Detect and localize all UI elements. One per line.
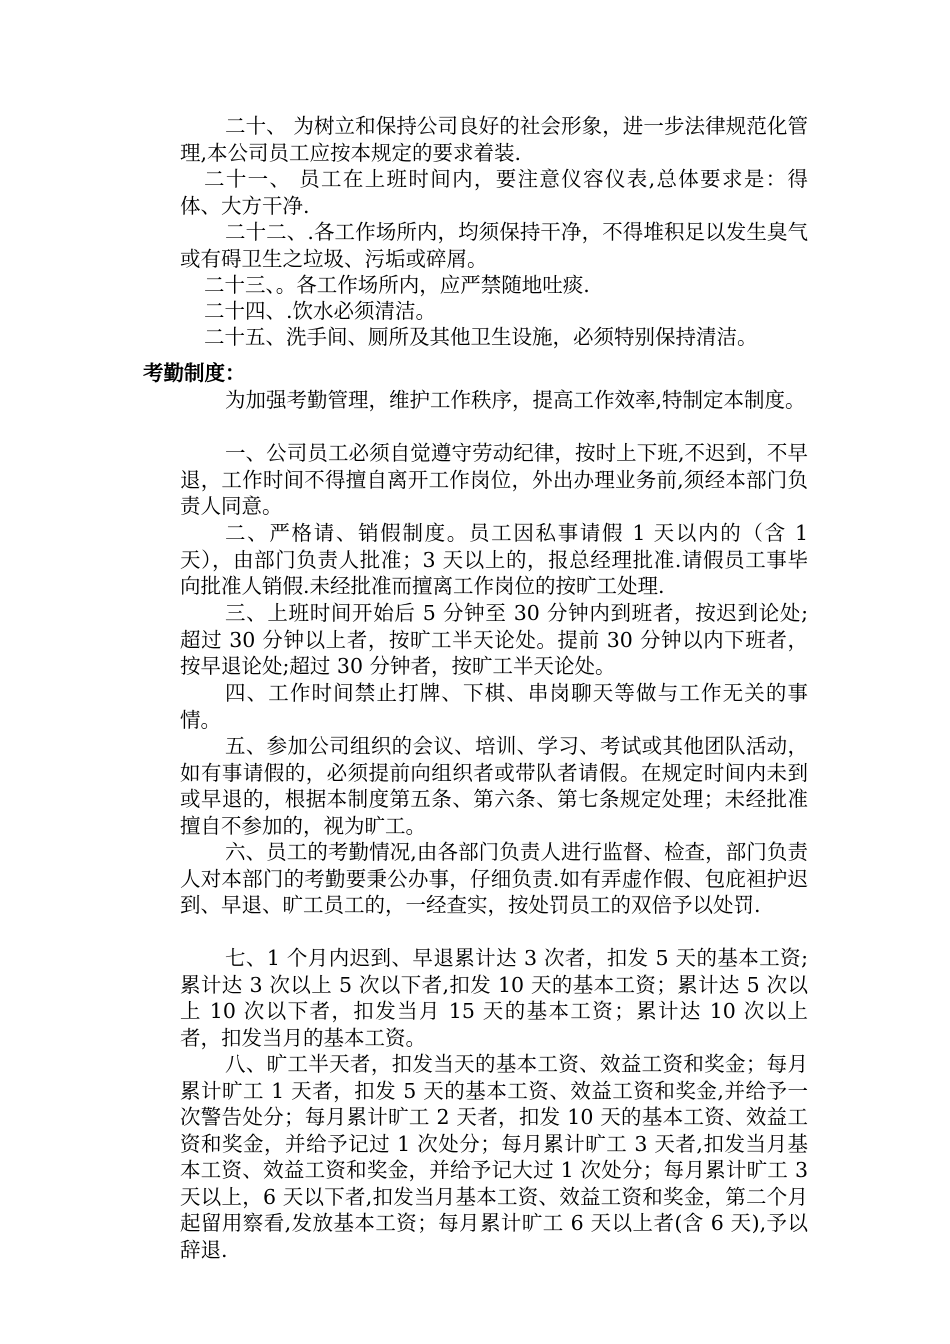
- paragraph-22: 二十二、.各工作场所内，均须保持干净，不得堆积足以发生臭气或有碍卫生之垃圾、污垢或碎屑。: [180, 220, 808, 271]
- paragraph-25: 二十五、洗手间、厕所及其他卫生设施，必须特别保持清洁。: [204, 325, 758, 349]
- attendance-rule-4: 四、工作时间禁止打牌、下棋、串岗聊天等做与工作无关的事情。: [180, 681, 808, 732]
- attendance-rule-1: 一、公司员工必须自觉遵守劳动纪律，按时上下班,不迟到，不早退，工作时间不得擅自离开工作岗位，外出办理业务前,须经本部门负责人同意。: [180, 441, 808, 518]
- paragraph-23: 二十三、。各工作场所内，应严禁随地吐痰.: [204, 273, 590, 297]
- attendance-rule-7: 七、1 个月内迟到、早退累计达 3 次者，扣发 5 天的基本工资;累计达 3 次以上 5 次以下者,扣发 10 天的基本工资；累计达 5 次以上 10 次以下者，扣发当月 15 天的基本工资；累计达 10 次以上者，扣发当月的基本工资。: [180, 946, 808, 1050]
- attendance-rule-3: 三、上班时间开始后 5 分钟至 30 分钟内到班者，按迟到论处;超过 30 分钟以上者，按旷工半天论处。提前 30 分钟以内下班者，按早退论处;超过 30 分钟者，按旷工半天论处。: [180, 601, 808, 678]
- paragraph-24: 二十四、.饮水必须清洁。: [204, 299, 437, 323]
- paragraph-21: 二十一、 员工在上班时间内，要注意仪容仪表,总体要求是：得体、大方干净.: [180, 167, 808, 218]
- attendance-rule-6: 六、员工的考勤情况,由各部门负责人进行监督、检查，部门负责人对本部门的考勤要秉公办事，仔细负责.如有弄虚作假、包庇袒护迟到、早退、旷工员工的，一经查实，按处罚员工的双倍予以处罚.: [180, 840, 808, 917]
- attendance-intro: 为加强考勤管理，维护工作秩序，提高工作效率,特制定本制度。: [225, 388, 806, 412]
- attendance-rule-5: 五、参加公司组织的会议、培训、学习、考试或其他团队活动，如有事请假的，必须提前向组织者或带队者请假。在规定时间内未到或早退的，根据本制度第五条、第六条、第七条规定处理；未经批准擅自不参加的，视为旷工。: [180, 734, 808, 838]
- section-heading-attendance: 考勤制度：: [143, 361, 246, 385]
- paragraph-20: 二十、 为树立和保持公司良好的社会形象，进一步法律规范化管理,本公司员工应按本规定的要求着装.: [180, 114, 808, 165]
- attendance-rule-8: 八、旷工半天者，扣发当天的基本工资、效益工资和奖金；每月累计旷工 1 天者，扣发 5 天的基本工资、效益工资和奖金,并给予一次警告处分；每月累计旷工 2 天者，扣发 10 天的基本工资、效益工资和奖金，并给予记过 1 次处分；每月累计旷工 3 天者,扣发当月基本工资、效益工资和奖金，并给予记大过 1 次处分；每月累计旷工 3 天以上，6 天以下者,扣发当月基本工资、效益工资和奖金，第二个月起留用察看,发放基本工资；每月累计旷工 6 天以上者(含 6 天),予以辞退.: [180, 1052, 808, 1262]
- attendance-rule-2: 二、严格请、销假制度。员工因私事请假 1 天以内的（含 1 天），由部门负责人批准；3 天以上的，报总经理批准.请假员工事毕向批准人销假.未经批准而擅离工作岗位的按旷工处理.: [180, 521, 808, 598]
